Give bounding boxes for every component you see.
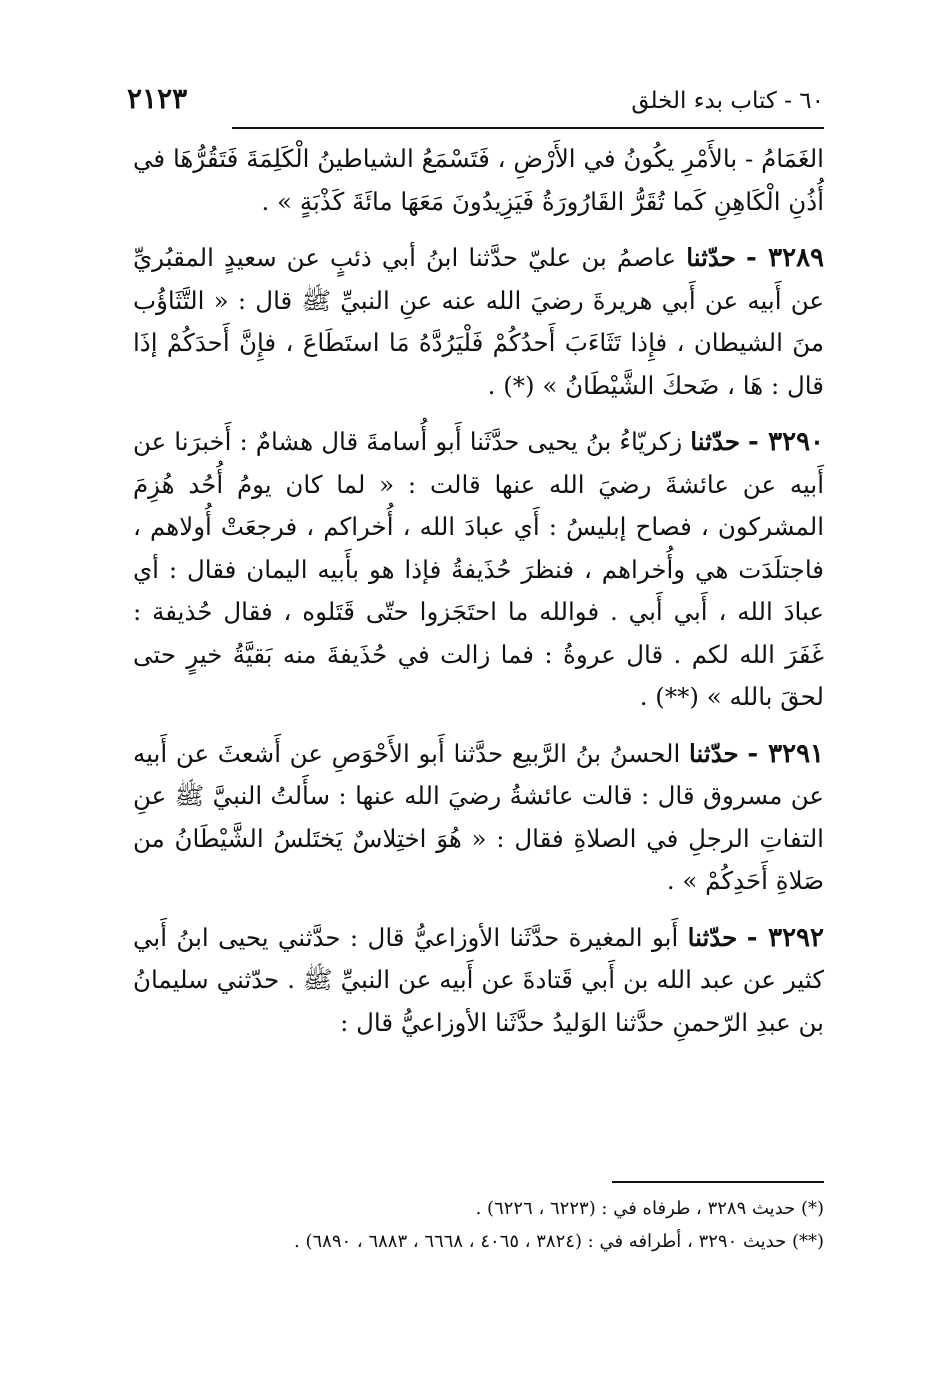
hadith-opening-word: حدّثنا xyxy=(690,427,740,456)
hadith-number: ٣٢٩٢ - xyxy=(746,922,824,953)
hadith-text: زكريّاءُ بنُ يحيى حدَّثَنا أَبو أُسامةَ قال هشامٌ : أَخبرَنا عن أَبيه عن عائشةَ رضيَ الله عنها قالت : « لما كان يومُ أُحُد هُزِمَ المشركون ، فصاح إبليسُ : أَي عبادَ الله ، أُخراكم ، فرجعَتْ أُولاهم ، فاجتلَدَت هي وأُخراهم ، فنظرَ حُذَيفةُ فإذا هو بأَبيه اليمان فقال : أي عبادَ الله ، أَبي أَبي . فوالله ما احتَجَزوا حتّى قَتَلوه ، فقال حُذيفة : غَفَرَ الله لكم . قال عروةُ : فما زالت في حُذَيفةَ منه بَقيَّةُ خيرٍ حتى لحقَ بالله » (**) . xyxy=(133,427,824,711)
opening-paragraph: الغَمَامُ - بالأَمْرِ يكُونُ في الأَرْضِ ، فَتَسْمَعُ الشياطينُ الْكَلِمَةَ فَتَقُرُّهَا في أُذُنِ الْكَاهِنِ كَما تُقَرُّ القَارُورَةُ فَيَزِيدُونَ مَعَهَا مائَةَ كَذْبَةٍ » . xyxy=(133,144,824,216)
hadith-opening-word: حدّثنا xyxy=(686,243,736,272)
hadith-3290 xyxy=(133,421,824,719)
hadith-text: الحسنُ بنُ الرَّبيع حدَّثنا أَبو الأَحْوَصِ عن أَشعثَ عن أَبيه عن مسروق قال : قالت عائشةُ رضيَ الله عنها : سأَلتُ النبيَّ ﷺ عنِ التفاتِ الرجلِ في الصلاةِ فقال : « هُوَ اختِلاسٌ يَختَلسُ الشَّيْطَانُ من صَلاةِ أَحَدِكُمْ » . xyxy=(133,738,824,895)
footnote-2: (**) حديث ٣٢٩٠ ، أطرافه في : (٣٨٢٤ ، ٤٠٦٥ ، ٦٦٦٨ ، ٦٨٨٣ ، ٦٨٩٠) . xyxy=(294,1231,824,1252)
page-header xyxy=(127,82,824,126)
hadith-number: ٣٢٨٩ - xyxy=(746,243,825,273)
hadith-number: ٣٢٩١ - xyxy=(747,738,824,769)
footnote-1: (*) حديث ٣٢٨٩ ، طرفاه في : (٦٢٢٣ ، ٦٢٢٦) . xyxy=(475,1198,824,1219)
footnotes xyxy=(133,1192,824,1258)
hadith-text: عاصمُ بن عليّ حدَّثنا ابنُ أبي ذئبٍ عن سعيدٍ المقبُريِّ عن أَبيه عن أَبي هريرةَ رضيَ الله عنه عنِ النبيِّ ﷺ قال : « التَّثَاؤُب منَ الشيطان ، فإِذا تَثَاءَبَ أَحدُكُمْ فَلْيَرُدَّهُ مَا استَطَاعَ ، فإِنَّ أَحدَكُمْ إذَا قال : هَا ، ضَحكَ الشَّيْطَانُ » (*) . xyxy=(133,243,824,400)
hadith-opening-word: حدّثنا xyxy=(687,922,738,952)
hadith-3289 xyxy=(133,237,824,407)
chapter-title: ٦٠ - كتاب بدء الخلق xyxy=(631,88,824,114)
hadith-3291 xyxy=(133,733,824,903)
hadith-opening-word: حدّثنا xyxy=(689,738,739,768)
hadith-text: أَبو المغيرة حدَّثَنا الأوزاعيُّ قال : حدَّثني يحيى ابنُ أَبي كثير عن عبد الله بن أَبي قَتادةَ عن أَبيه عن النبيِّ ﷺ . حدّثني سليمانُ بن عبدِ الرّحمنِ حدَّثنا الوَليدُ حدَّثَنا الأوزاعيُّ قال : xyxy=(133,922,824,1037)
header-rule xyxy=(232,127,824,129)
hadith-3292 xyxy=(133,917,824,1045)
footnote-rule xyxy=(612,1181,824,1183)
page-number: ٢١٢٣ xyxy=(127,82,188,115)
main-text xyxy=(133,138,824,1058)
hadith-number: ٣٢٩٠ - xyxy=(748,427,824,457)
